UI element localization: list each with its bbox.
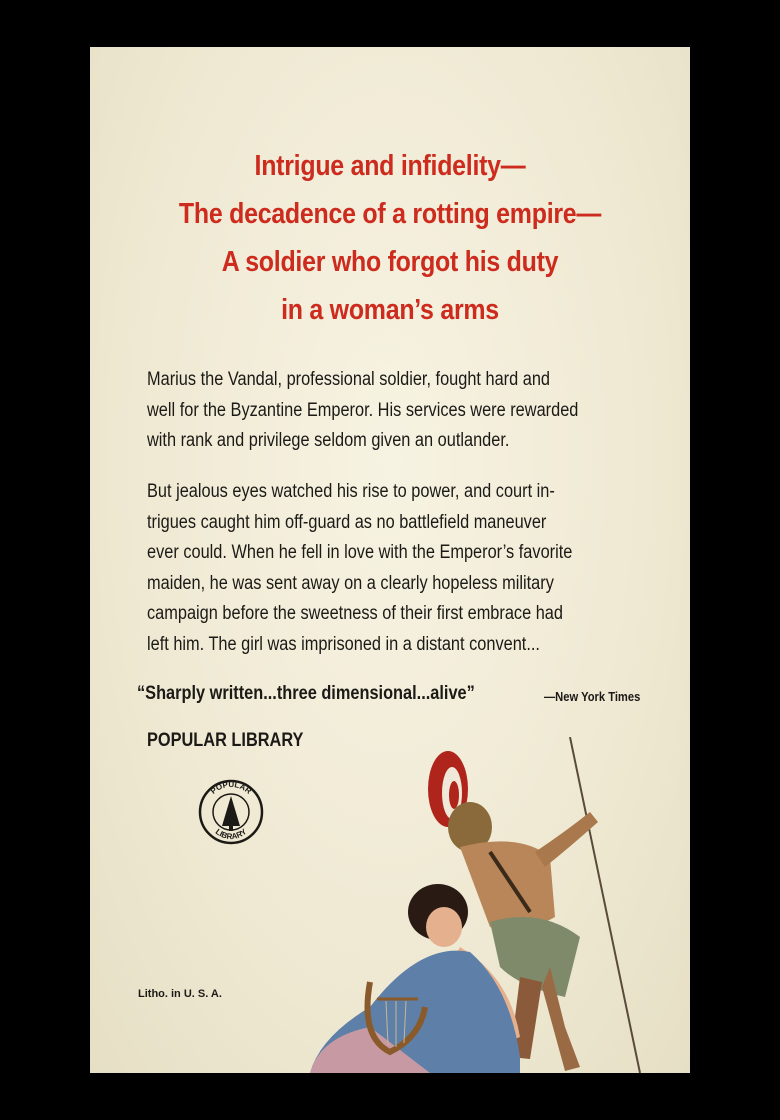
synopsis-line: Marius the Vandal, professional soldier, fought hard and bbox=[147, 369, 551, 390]
publisher-name: POPULAR LIBRARY bbox=[147, 730, 304, 751]
svg-text:POPULAR: POPULAR bbox=[208, 779, 254, 796]
headline-line-3: A soldier who forgot his duty bbox=[221, 246, 559, 278]
synopsis-line: trigues caught him off-guard as no battlefield maneuver bbox=[147, 511, 547, 533]
synopsis-line: with rank and privilege seldom given an outlander. bbox=[147, 430, 510, 451]
cover-illustration bbox=[220, 737, 690, 1073]
synopsis-paragraph-1 bbox=[147, 365, 650, 457]
headline bbox=[132, 142, 648, 334]
synopsis-line: left him. The girl was imprisoned in a distant convent... bbox=[147, 633, 540, 655]
synopsis-line: campaign before the sweetness of their first embrace had bbox=[147, 603, 563, 624]
headline-line-4: in a woman’s arms bbox=[281, 294, 499, 326]
review-quote bbox=[137, 683, 641, 705]
synopsis-line: But jealous eyes watched his rise to power, and court in- bbox=[147, 481, 555, 502]
svg-text:LIBRARY: LIBRARY bbox=[213, 827, 249, 842]
book-back-cover bbox=[90, 47, 690, 1073]
headline-line-1: Intrigue and infidelity— bbox=[254, 150, 526, 182]
review-quote-text: “Sharply written...three dimensional...alive” bbox=[137, 683, 475, 704]
synopsis-line: ever could. When he fell in love with the Emperor’s favorite bbox=[147, 542, 573, 563]
headline-line-2: The decadence of a rotting empire— bbox=[178, 198, 602, 230]
review-source: —New York Times bbox=[544, 689, 641, 704]
synopsis-line: maiden, he was sent away on a clearly hopeless military bbox=[147, 572, 554, 594]
printing-note: Litho. in U. S. A. bbox=[138, 988, 222, 1000]
synopsis-paragraph-2 bbox=[147, 477, 650, 660]
synopsis-line: well for the Byzantine Emperor. His services were rewarded bbox=[147, 399, 579, 421]
